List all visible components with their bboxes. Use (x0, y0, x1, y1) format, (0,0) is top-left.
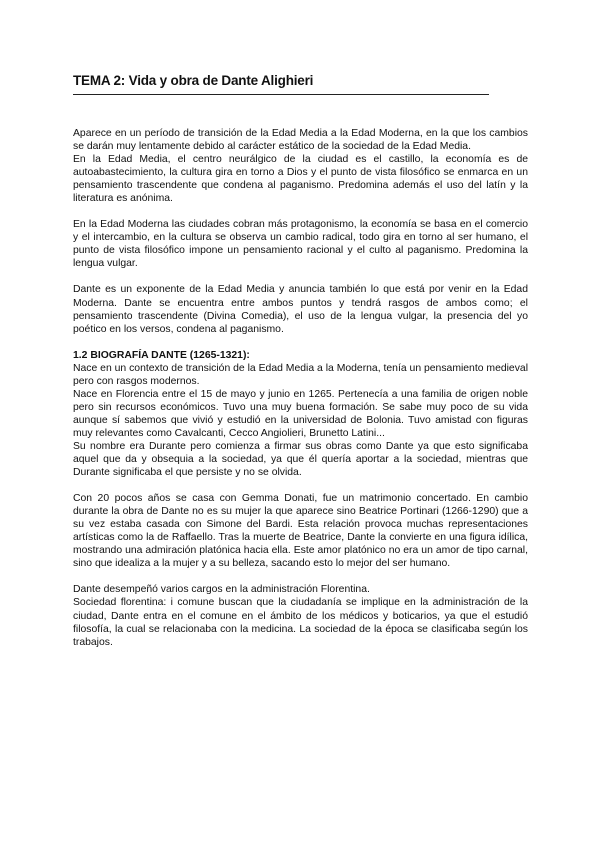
biography-heading: 1.2 BIOGRAFÍA DANTE (1265-1321): (73, 349, 250, 361)
intro-block-1 (73, 127, 528, 205)
paragraph-bio-birth: Nace en Florencia entre el 15 de mayo y junio en 1265. Pertenecía a una familia de origen noble pero sin recursos económicos. Tuvo una muy buena formación. Se sabe muy poco de su vida aunque sí sabemos que vivió y estudió en la universidad de Bolonia. Tuvo amistad con figuras muy relevantes como Cavalcanti, Cecco Angiolieri, Brunetto Latini... (73, 388, 528, 439)
paragraph-bio-context: Nace en un contexto de transición de la Edad Media a la Moderna, tenía un pensamiento medieval pero con rasgos modernos. (73, 362, 528, 387)
paragraph-dante-exponente: Dante es un exponente de la Edad Media y anuncia también lo que está por venir en la Edad Moderna. Dante se encuentra entre ambos puntos y tendrá rasgos de ambos como; el pensamiento trascendente (Divina Comedia), el uso de la lengua vulgar, la presencia del yo poético en los versos, condena al paganismo. (73, 284, 528, 335)
paragraph-bio-name: Su nombre era Durante pero comienza a firmar sus obras como Dante ya que esto significaba aquel que da y obsequia a la sociedad, ya que él quería aportar a la sociedad, mientras que Durante significaba el que persiste y no se olvida. (73, 440, 528, 479)
paragraph-intro-transition: Aparece en un período de transición de la Edad Media a la Edad Moderna, en la que los cambios se darán muy lentamente debido al carácter estático de la sociedad de la Edad Media. (73, 128, 528, 153)
biography-block-3 (73, 583, 528, 648)
title-underline (73, 94, 489, 95)
intro-block-2 (73, 218, 528, 270)
paragraph-bio-sociedad: Sociedad florentina: i comune buscan que la ciudadanía se implique en la administración de la ciudad, Dante entra en el comune en el ámbito de los médicos y boticarios, ya que el estudió filosofía, la cual se relacionaba con la medicina. La sociedad de la época se clasificaba según los trabajos. (73, 597, 528, 648)
page-title: TEMA 2: Vida y obra de Dante Alighieri (73, 73, 314, 88)
paragraph-edad-moderna: En la Edad Moderna las ciudades cobran más protagonismo, la economía se basa en el comercio y el intercambio, en la cultura se observa un cambio radical, todo gira en torno al ser humano, el punto de vista filosófico impone un pensamiento racional y el culto al paganismo. Predomina la lengua vulgar. (73, 219, 528, 270)
biography-block-1 (73, 362, 528, 479)
paragraph-edad-media: En la Edad Media, el centro neurálgico de la ciudad es el castillo, la economía es de autoabastecimiento, la cultura gira en torno a Dios y el punto de vista filosófico se enmarca en un pensamiento trascendente que condena al paganismo. Predomina además el uso del latín y la literatura es anónima. (73, 154, 528, 205)
biography-block-2 (73, 492, 528, 570)
paragraph-bio-beatrice: Con 20 pocos años se casa con Gemma Donati, fue un matrimonio concertado. En cambio durante la obra de Dante no es su mujer la que aparece sino Beatrice Portinari (1266-1290) que a su vez estaba casada con Simone del Bardi. Esta relación provoca muchas representaciones artísticas como la de Raffaello. Tras la muerte de Beatrice, Dante la convierte en una figura idílica, mostrando una admiración platónica hacia ella. Este amor platónico no era un amor de tipo carnal, sino que idealiza a la mujer y a su belleza, sacando esto lo mejor del ser humano. (73, 493, 528, 570)
intro-block-3 (73, 283, 528, 335)
document-page (73, 73, 528, 649)
paragraph-bio-cargos: Dante desempeñó varios cargos en la administración Florentina. (73, 584, 370, 596)
